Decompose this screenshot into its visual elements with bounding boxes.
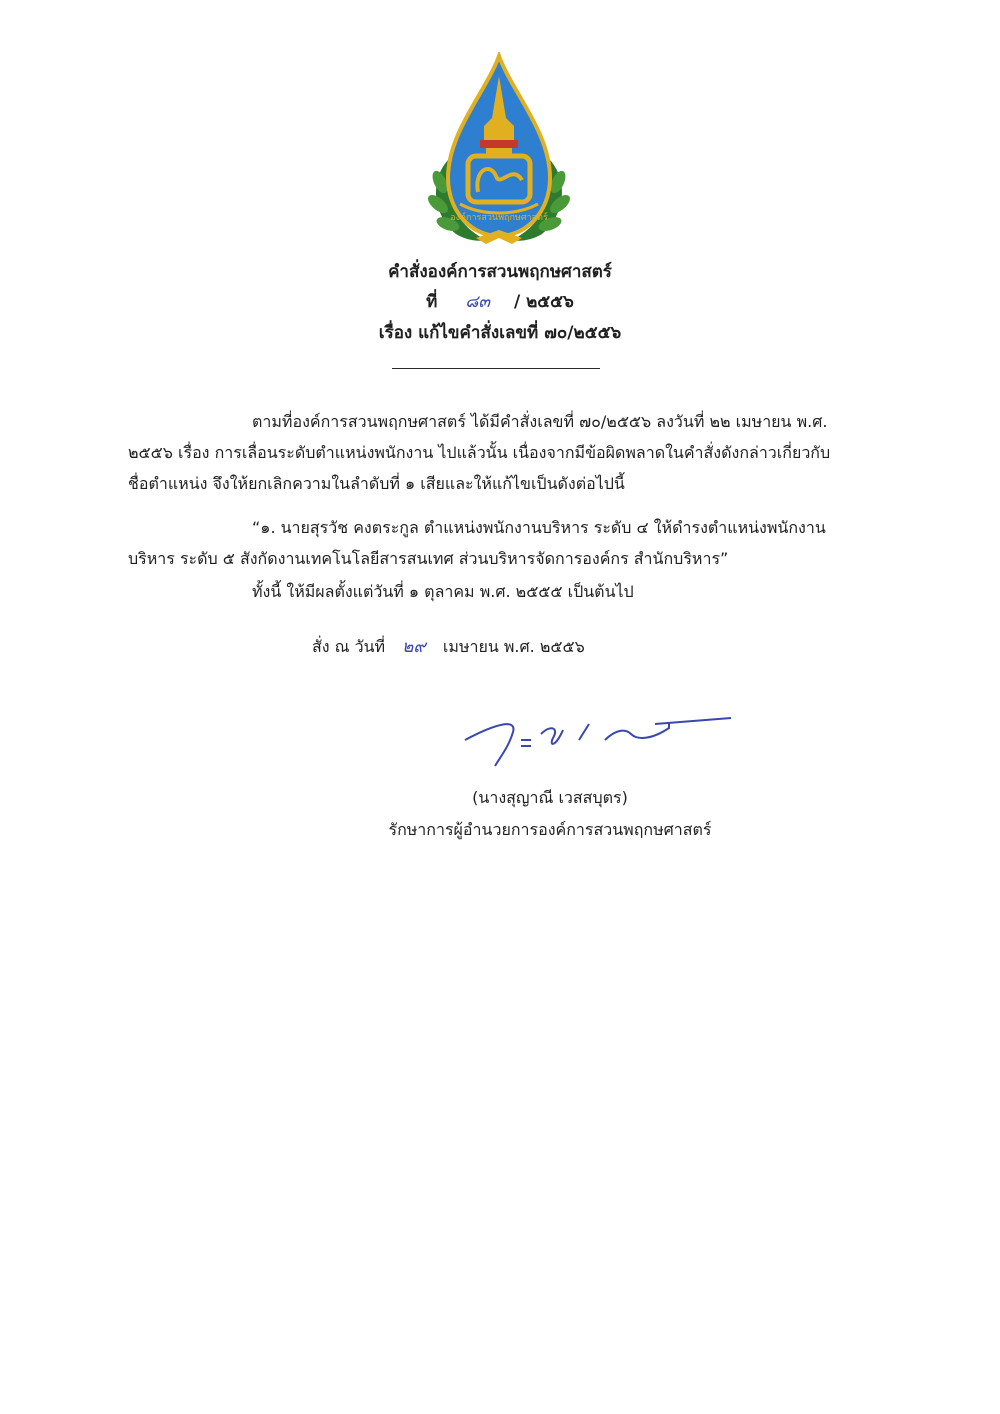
order-number-year: / ๒๕๕๖ [513,292,574,312]
order-date-prefix: สั่ง ณ วันที่ [312,637,386,656]
order-number [300,288,700,315]
paragraph-line: บริหาร ระดับ ๕ สังกัดงานเทคโนโลยีสารสนเทศ ส่วนบริหารจัดการองค์กร สำนักบริหาร” [128,549,729,568]
order-date-day-handwritten: ๒๙ [402,637,426,657]
order-number-handwritten: ๘๓ [465,292,491,312]
body-paragraph-3: ทั้งนี้ ให้มีผลตั้งแต่วันที่ ๑ ตุลาคม พ.ศ. ๒๕๕๕ เป็นต้นไป [252,582,634,601]
organization-emblem [426,52,572,248]
paragraph-line: ชื่อตำแหน่ง จึงให้ยกเลิกความในลำดับที่ ๑ เสียและให้แก้ไขเป็นดังต่อไปนี้ [128,474,625,493]
order-number-label: ที่ [426,292,438,312]
document-title: คำสั่งองค์การสวนพฤกษศาสตร์ [388,262,612,282]
paragraph-line: ตามที่องค์การสวนพฤกษศาสตร์ ได้มีคำสั่งเลขที่ ๗๐/๒๕๕๖ ลงวันที่ ๒๒ เมษายน พ.ศ. [252,412,828,431]
document-subject: เรื่อง แก้ไขคำสั่งเลขที่ ๗๐/๒๕๕๖ [378,323,622,343]
header-divider [392,368,600,369]
body-paragraph-1 [128,406,870,499]
signatory-position: รักษาการผู้อำนวยการองค์การสวนพฤกษศาสตร์ [388,820,712,839]
order-date-suffix: เมษายน พ.ศ. ๒๕๕๖ [442,637,585,656]
emblem-text: องค์การสวนพฤกษศาสตร์ [450,213,548,223]
handwritten-signature [455,700,740,775]
signatory-name: (นางสุญาณี เวสสบุตร) [472,788,628,807]
paragraph-line: ๒๕๕๖ เรื่อง การเลื่อนระดับตำแหน่งพนักงาน ไปแล้วนั้น เนื่องจากมีข้อผิดพลาดในคำสั่งดังกล่าวเกี่ยวกับ [128,443,831,462]
paragraph-line: “๑. นายสุรวัช คงตระกูล ตำแหน่งพนักงานบริหาร ระดับ ๔ ให้ดำรงตำแหน่งพนักงาน [252,518,826,537]
order-date [312,633,585,660]
body-paragraph-2 [128,512,870,574]
